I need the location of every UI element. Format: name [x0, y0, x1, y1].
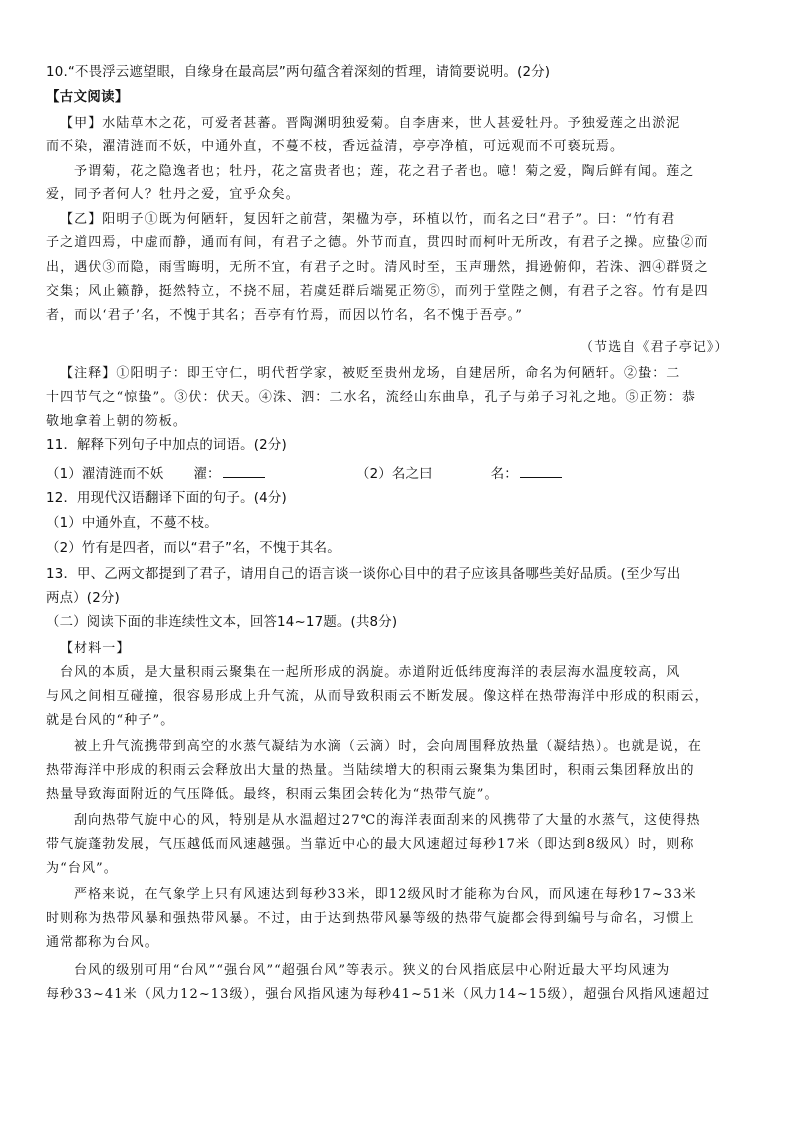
material-paragraph-line: 台风的级别可用“台风”“强台风”“超强台风”等表示。狭义的台风指底层中心附近最大平均风速为 [74, 963, 671, 978]
material-paragraph-line: 带气旋蓬勃发展，气压越低而风速越强。当靠近中心的最大风速超过每秒17米（即达到8级风）时，则称 [46, 837, 695, 852]
question-11-item-2-label: 名： [490, 467, 518, 482]
question-11-item-2-text: （2）名之曰 [356, 467, 433, 482]
passage-yi-line: 子之道四焉，中虚而静，通而有间，有君子之德。外节而直，贯四时而柯叶无所改，有君子之操。应蛰②而 [46, 235, 709, 250]
material-paragraph-line: 每秒33~41米（风力12~13级），强台风指风速为每秒41~51米（风力14~15级），超强台风指风速超过 [46, 987, 711, 1002]
question-12-item-1: （1）中通外直，不蔓不枝。 [46, 516, 218, 531]
question-13-line: 13．甲、乙两文都提到了君子，请用自己的语言谈一谈你心目中的君子应该具备哪些美好品质。(至少写出 [46, 567, 681, 582]
material-paragraph-line: 热带海洋中形成的积雨云会释放出大量的热量。当陆续增大的积雨云聚集为集团时，积雨云集团释放出的 [46, 763, 695, 778]
material-paragraph-line: 台风的本质，是大量积雨云聚集在一起所形成的涡旋。赤道附近低纬度海洋的表层海水温度较高，风 [60, 665, 681, 680]
annotation-line: 【注释】①阳明子：即王守仁，明代哲学家，被贬至贵州龙场，自建居所，命名为何陋轩。②蛰：二 [60, 366, 681, 381]
passage-jia-line: 【甲】水陆草木之花，可爱者甚蕃。晋陶渊明独爱菊。自李唐来，世人甚爱牡丹。予独爱莲之出淤泥 [60, 116, 681, 131]
passage-yi-line: 【乙】阳明子①既为何陋轩，复因轩之前营，架楹为亭，环植以竹，而名之曰“君子”。曰：“竹有君 [60, 212, 676, 227]
section-heading-ancient: 【古文阅读】 [46, 90, 129, 105]
material-paragraph-line: 热量导致海面附近的气压降低。最终，积雨云集团会转化为“热带气旋”。 [46, 787, 499, 802]
material-paragraph-line: 严格来说，在气象学上只有风速达到每秒33米，即12级风时才能称为台风，而风速在每秒17~33米 [74, 887, 697, 902]
passage-source: （节选自《君子亭记》） [580, 340, 729, 355]
question-11-item-1-text: （1）濯清涟而不妖 [46, 467, 164, 482]
material-paragraph-line: 为“台风”。 [46, 861, 118, 876]
question-10: 10.“不畏浮云遮望眼，自缘身在最高层”两句蕴含着深刻的哲理，请简要说明。(2分) [46, 65, 551, 80]
question-12: 12．用现代汉语翻译下面的句子。(4分) [46, 491, 287, 506]
passage-yi-line: 者，而以‘君子’名，不愧于其名；吾亭有竹焉，而因以竹名，名不愧于吾亭。” [46, 308, 524, 323]
passage-jia-line: 爱，同予者何人？牡丹之爱，宜乎众矣。 [46, 187, 300, 202]
material-paragraph-line: 通常都称为台风。 [46, 935, 159, 950]
question-11-item-2 [356, 464, 562, 484]
answer-blank[interactable] [520, 464, 562, 478]
answer-blank[interactable] [223, 464, 265, 478]
passage-jia-line: 而不染，濯清涟而不妖，中通外直，不蔓不枝，香远益清，亭亭净植，可远观而不可亵玩焉。 [46, 139, 625, 154]
passage-yi-line: 交集；风止籁静，挺然特立，不挠不屈，若虞廷群后端冕正笏⑤，而列于堂陛之侧，有君子之容。竹有是四 [46, 284, 709, 299]
material-paragraph-line: 与风之间相互碰撞，很容易形成上升气流，从而导致积雨云不断发展。像这样在热带海洋中形成的积雨云， [46, 689, 709, 704]
question-11: 11．解释下列句子中加点的词语。(2分) [46, 438, 287, 453]
material-paragraph-line: 时则称为热带风暴和强热带风暴。不过，由于达到热带风暴等级的热带气旋都会得到编号与命名，习惯上 [46, 911, 695, 926]
passage-yi-line: 出，遇伏③而隐，雨雪晦明，无所不宜，有君子之时。清风时至，玉声珊然，揖逊俯仰，若洙、泗④群贤之 [46, 260, 709, 275]
annotation-line: 敬地拿着上朝的笏板。 [46, 414, 188, 429]
material-1-heading: 【材料一】 [60, 641, 131, 656]
material-paragraph-line: 被上升气流携带到高空的水蒸气凝结为水滴（云滴）时，会向周围释放热量（凝结热）。也就是说，在 [74, 739, 703, 754]
question-13-line: 两点）(2分) [46, 591, 120, 606]
passage-jia-line: 予谓菊，花之隐逸者也；牡丹，花之富贵者也；莲，花之君子者也。噫！菊之爱，陶后鲜有闻。莲之 [74, 164, 695, 179]
question-11-item-1 [46, 464, 265, 484]
question-12-item-2: （2）竹有是四者，而以“君子”名，不愧于其名。 [46, 541, 341, 556]
material-paragraph-line: 刮向热带气旋中心的风，特别是从水温超过27℃的海洋表面刮来的风携带了大量的水蒸气，这使得热 [74, 813, 701, 828]
question-11-item-1-label: 濯： [193, 467, 221, 482]
annotation-line: 十四节气之“惊蛰”。③伏：伏天。④洙、泗：二水名，流经山东曲阜，孔子与弟子习礼之地。⑤正笏：恭 [46, 390, 696, 405]
part-2-heading: （二）阅读下面的非连续性文本，回答14~17题。(共8分) [46, 615, 398, 630]
material-paragraph-line: 就是台风的“种子”。 [46, 713, 175, 728]
